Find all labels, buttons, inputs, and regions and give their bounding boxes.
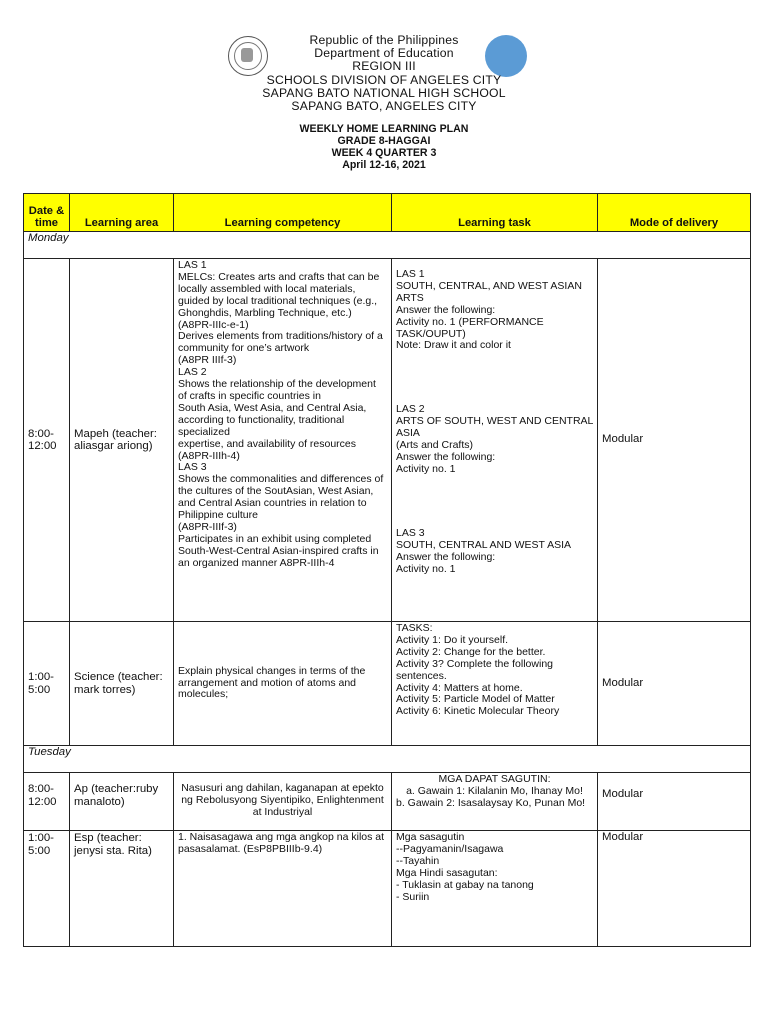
row-task bbox=[392, 831, 598, 947]
task-line: Activity 5: Particle Model of Matter bbox=[396, 693, 555, 706]
row-time: 1:00-5:00 bbox=[24, 622, 70, 746]
row-competency: Nasusuri ang dahilan, kaganapan at epekto ng Rebolusyong Siyentipiko, Enlightenment at Industriyal bbox=[174, 773, 392, 831]
task-line: Activity no. 1 (PERFORMANCE TASK/OUPUT) bbox=[396, 315, 544, 340]
task-line: --Tayahin bbox=[396, 854, 440, 867]
table-row bbox=[24, 259, 751, 622]
header-mode-of-delivery: Mode of delivery bbox=[598, 194, 751, 232]
task-line: Activity 4: Matters at home. bbox=[396, 681, 523, 694]
row-mode: Modular bbox=[598, 773, 751, 831]
row-area: Science (teacher: mark torres) bbox=[70, 622, 174, 746]
task-line: SOUTH, CENTRAL AND WEST ASIA bbox=[396, 538, 572, 551]
task-line: Activity no. 1 bbox=[396, 462, 456, 475]
task-line: (Arts and Crafts) bbox=[396, 439, 474, 452]
header-line: SAPANG BATO NATIONAL HIGH SCHOOL bbox=[262, 85, 506, 100]
row-time: 1:00-5:00 bbox=[24, 831, 70, 947]
row-competency bbox=[174, 259, 392, 622]
task-line: Answer the following: bbox=[396, 303, 496, 316]
task-title: MGA DAPAT SAGUTIN: bbox=[438, 773, 551, 785]
header-line: SCHOOLS DIVISION OF ANGELES CITY bbox=[266, 72, 502, 87]
row-task bbox=[392, 259, 598, 622]
competency-line: LAS 1 bbox=[178, 259, 207, 271]
row-time: 8:00-12:00 bbox=[24, 259, 70, 622]
header-learning-competency: Learning competency bbox=[174, 194, 392, 232]
task-line: Activity 3? Complete the following sentences. bbox=[396, 657, 553, 682]
task-line: Note: Draw it and color it bbox=[396, 339, 511, 352]
row-mode: Modular bbox=[598, 259, 751, 622]
plan-title-block bbox=[0, 123, 768, 171]
competency-line: expertise, and availability of resources (A8PR-IIIh-4) bbox=[178, 437, 357, 462]
task-line: b. Gawain 2: Isasalaysay Ko, Punan Mo! bbox=[396, 796, 586, 809]
table-row bbox=[24, 831, 751, 947]
competency-line: LAS 3 bbox=[178, 461, 207, 474]
task-line: --Pagyamanin/Isagawa bbox=[396, 842, 504, 855]
header-line: Department of Education bbox=[314, 46, 454, 61]
competency-line: LAS 2 bbox=[178, 366, 207, 379]
plan-title: WEEKLY HOME LEARNING PLAN bbox=[299, 123, 469, 135]
task-line: Answer the following: bbox=[396, 450, 496, 463]
plan-grade: GRADE 8-HAGGAI bbox=[337, 135, 431, 147]
task-line: - Tuklasin at gabay na tanong bbox=[396, 878, 534, 891]
competency-line: (A8PR IIIf-3) bbox=[178, 354, 237, 367]
task-line: Answer the following: bbox=[396, 550, 496, 563]
day-label: Tuesday bbox=[24, 746, 751, 773]
competency-line: South Asia, West Asia, and Central Asia, according to functionality, traditional specialized bbox=[178, 401, 367, 438]
task-line: Activity no. 1 bbox=[396, 562, 456, 575]
table-header-row bbox=[24, 194, 751, 232]
row-task bbox=[392, 773, 598, 831]
task-line: SOUTH, CENTRAL, AND WEST ASIAN ARTS bbox=[396, 279, 582, 304]
task-line: Mga sasagutin bbox=[396, 831, 465, 843]
header-line: Republic of the Philippines bbox=[309, 33, 459, 47]
competency-line: Shows the relationship of the development of crafts in specific countries in bbox=[178, 378, 376, 402]
task-line: Mga Hindi sasagutan: bbox=[396, 866, 498, 879]
task-line: - Suriin bbox=[396, 890, 430, 903]
row-time: 8:00-12:00 bbox=[24, 773, 70, 831]
day-label: Monday bbox=[24, 232, 751, 259]
competency-line: (A8PR-IIIc-e-1) bbox=[178, 318, 249, 331]
plan-dates: April 12-16, 2021 bbox=[342, 159, 426, 171]
competency-line: (A8PR-IIIf-3) bbox=[178, 520, 237, 533]
row-competency: 1. Naisasagawa ang mga angkop na kilos at pasasalamat. (EsP8PBIIIb-9.4) bbox=[174, 831, 392, 947]
competency-line: Participates in an exhibit using completed South-West-Central Asian-inspired crafts in an organized manner A8PR-IIIh-4 bbox=[178, 532, 379, 569]
row-area: Esp (teacher: jenysi sta. Rita) bbox=[70, 831, 174, 947]
document-header bbox=[0, 34, 768, 113]
header-learning-area: Learning area bbox=[70, 194, 174, 232]
competency-line: Shows the commonalities and differences of the cultures of the SoutAsian, West Asian, and Central Asian countries in relation to Philippine culture bbox=[178, 473, 384, 522]
row-area: Mapeh (teacher: aliasgar ariong) bbox=[70, 259, 174, 622]
task-line: Activity 6: Kinetic Molecular Theory bbox=[396, 705, 560, 718]
header-date-time: Date & time bbox=[24, 194, 70, 232]
row-mode: Modular bbox=[598, 622, 751, 746]
plan-week: WEEK 4 QUARTER 3 bbox=[331, 147, 437, 159]
table-row bbox=[24, 773, 751, 831]
header-learning-task: Learning task bbox=[392, 194, 598, 232]
learning-plan-table bbox=[23, 193, 751, 947]
task-line: Activity 1: Do it yourself. bbox=[396, 633, 509, 646]
task-line: LAS 1 bbox=[396, 268, 425, 280]
task-line: Activity 2: Change for the better. bbox=[396, 645, 546, 658]
row-competency: Explain physical changes in terms of the arrangement and motion of atoms and molecules; bbox=[174, 622, 392, 746]
row-area: Ap (teacher:ruby manaloto) bbox=[70, 773, 174, 831]
competency-line: MELCs: Creates arts and crafts that can be locally assembled with local materials, guided by local traditional techniques (e.g., Ghonghdis, Marbling Technique, etc.) bbox=[178, 270, 380, 319]
header-line: SAPANG BATO, ANGELES CITY bbox=[291, 99, 477, 114]
task-line: a. Gawain 1: Kilalanin Mo, Ihanay Mo! bbox=[406, 784, 583, 797]
row-task bbox=[392, 622, 598, 746]
task-title: TASKS: bbox=[396, 622, 433, 634]
task-line: LAS 3 bbox=[396, 526, 425, 539]
competency-line: Derives elements from traditions/history of a community for one’s artwork bbox=[178, 330, 383, 355]
row-mode: Modular bbox=[598, 831, 751, 947]
day-row-tuesday bbox=[24, 746, 751, 773]
table-row bbox=[24, 622, 751, 746]
day-row-monday bbox=[24, 232, 751, 259]
header-line: REGION III bbox=[352, 59, 416, 74]
task-line: LAS 2 bbox=[396, 403, 425, 416]
task-line: ARTS OF SOUTH, WEST AND CENTRAL ASIA bbox=[396, 415, 593, 440]
